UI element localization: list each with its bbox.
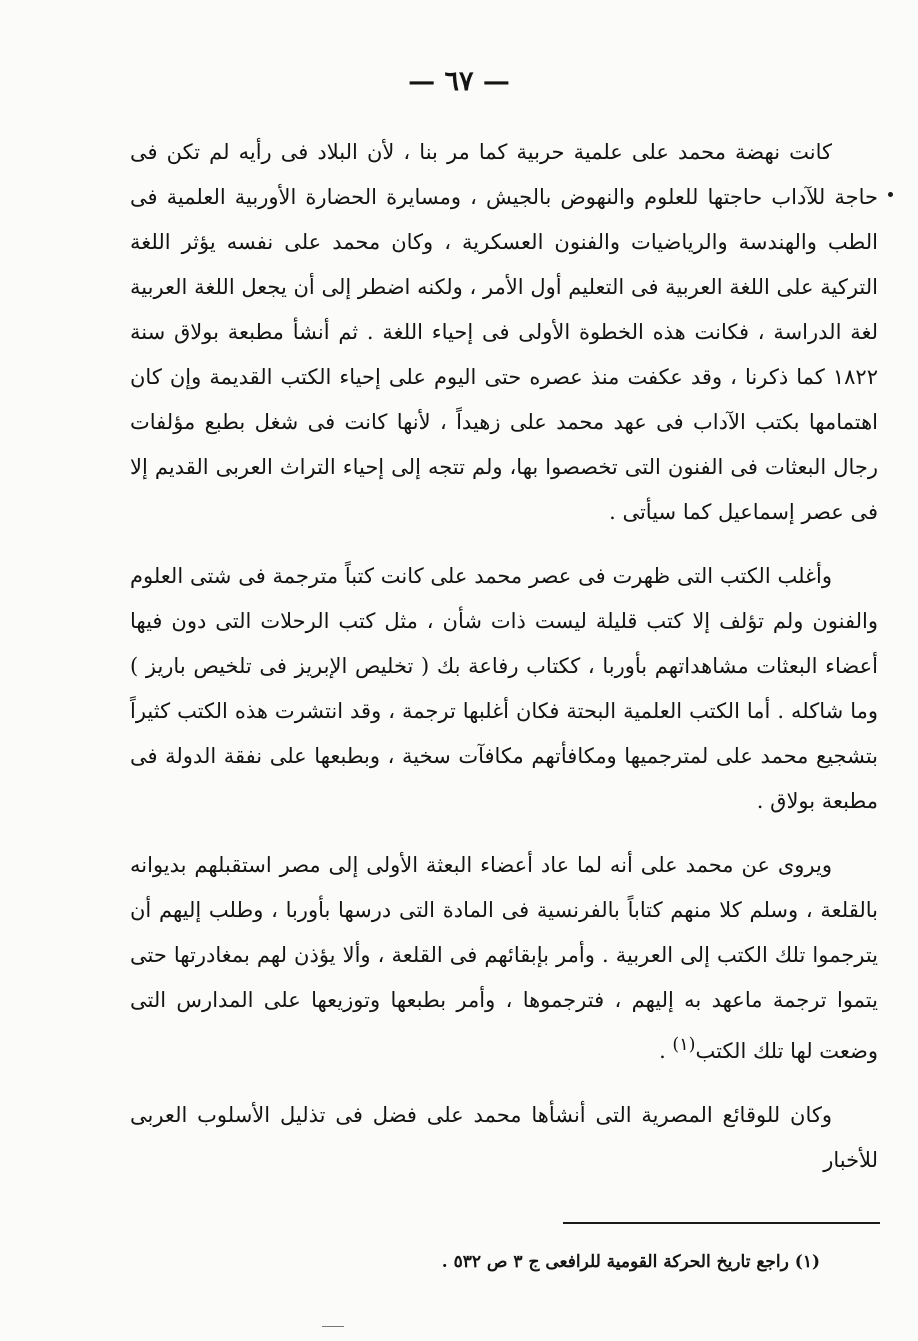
paragraph-4: وكان للوقائع المصرية التى أنشأها محمد على فضل فى تذليل الأسلوب العربى للأخبار	[130, 1103, 878, 1172]
footnote-separator	[563, 1222, 880, 1224]
body-text	[130, 130, 878, 1202]
scan-speck	[322, 1326, 344, 1327]
paragraph-3-end: .	[659, 1039, 673, 1063]
footnote-reference[interactable]: (١)	[672, 1035, 696, 1055]
paragraph-1: كانت نهضة محمد على علمية حربية كما مر بنا ، لأن البلاد فى رأيه لم تكن فى حاجة للآداب حاجتها للعلوم والنهوض بالجيش ، ومسايرة الحضارة الأوربية العلمية فى الطب والهندسة والرياضيات والفنون العسكرية ، وكان محمد على نفسه يؤثر اللغة التركية على اللغة العربية فى التعليم أول الأمر ، ولكنه اضطر إلى أن يجعل اللغة العربية لغة الدراسة ، فكانت هذه الخطوة الأولى فى إحياء اللغة . ثم أنشأ مطبعة بولاق سنة ١٨٢٢ كما ذكرنا ، وقد عكفت منذ عصره حتى اليوم على إحياء الكتب القديمة وإن كان اهتمامها بكتب الآداب فى عهد محمد على زهيداً ، لأنها كانت فى شغل بطبع مؤلفات رجال البعثات فى الفنون التى تخصصوا بها، ولم تتجه إلى إحياء التراث العربى القديم إلا فى عصر إسماعيل كما سيأتى .	[130, 140, 878, 524]
ink-dot	[888, 192, 893, 197]
paragraph-3-text: ويروى عن محمد على أنه لما عاد أعضاء البعثة الأولى إلى مصر استقبلهم بديوانه بالقلعة ، وسلم كلا منهم كتاباً بالفرنسية فى المادة التى درسها بأوربا ، وطلب إليهم أن يترجموا تلك الكتب إلى العربية . وأمر بإبقائهم فى القلعة ، وألا يؤذن لهم بمغادرتها حتى يتموا ترجمة ماعهد به إليهم ، فترجموها ، وأمر بطبعها وتوزيعها على المدارس التى وضعت لها تلك الكتب	[130, 853, 878, 1063]
paragraph-2: وأغلب الكتب التى ظهرت فى عصر محمد على كانت كتباً مترجمة فى شتى العلوم والفنون ولم تؤلف إلا كتب قليلة ليست ذات شأن ، مثل كتب الرحلات التى دون فيها أعضاء البعثات مشاهداتهم بأوربا ، ككتاب رفاعة بك ( تخليص الإبريز فى تلخيص باريز ) وما شاكله . أما الكتب العلمية البحتة فكان أغلبها ترجمة ، وقد انتشرت هذه الكتب كثيراً بتشجيع محمد على لمترجميها ومكافأتهم مكافآت سخية ، وبطبعها على نفقة الدولة فى مطبعة بولاق .	[130, 564, 878, 813]
page-number: — ٦٧ —	[408, 66, 510, 97]
paragraph-3	[130, 843, 878, 1074]
footnote: (١) راجع تاريخ الحركة القومية للرافعى ج ٣ ص ٥٣٢ .	[441, 1252, 820, 1272]
